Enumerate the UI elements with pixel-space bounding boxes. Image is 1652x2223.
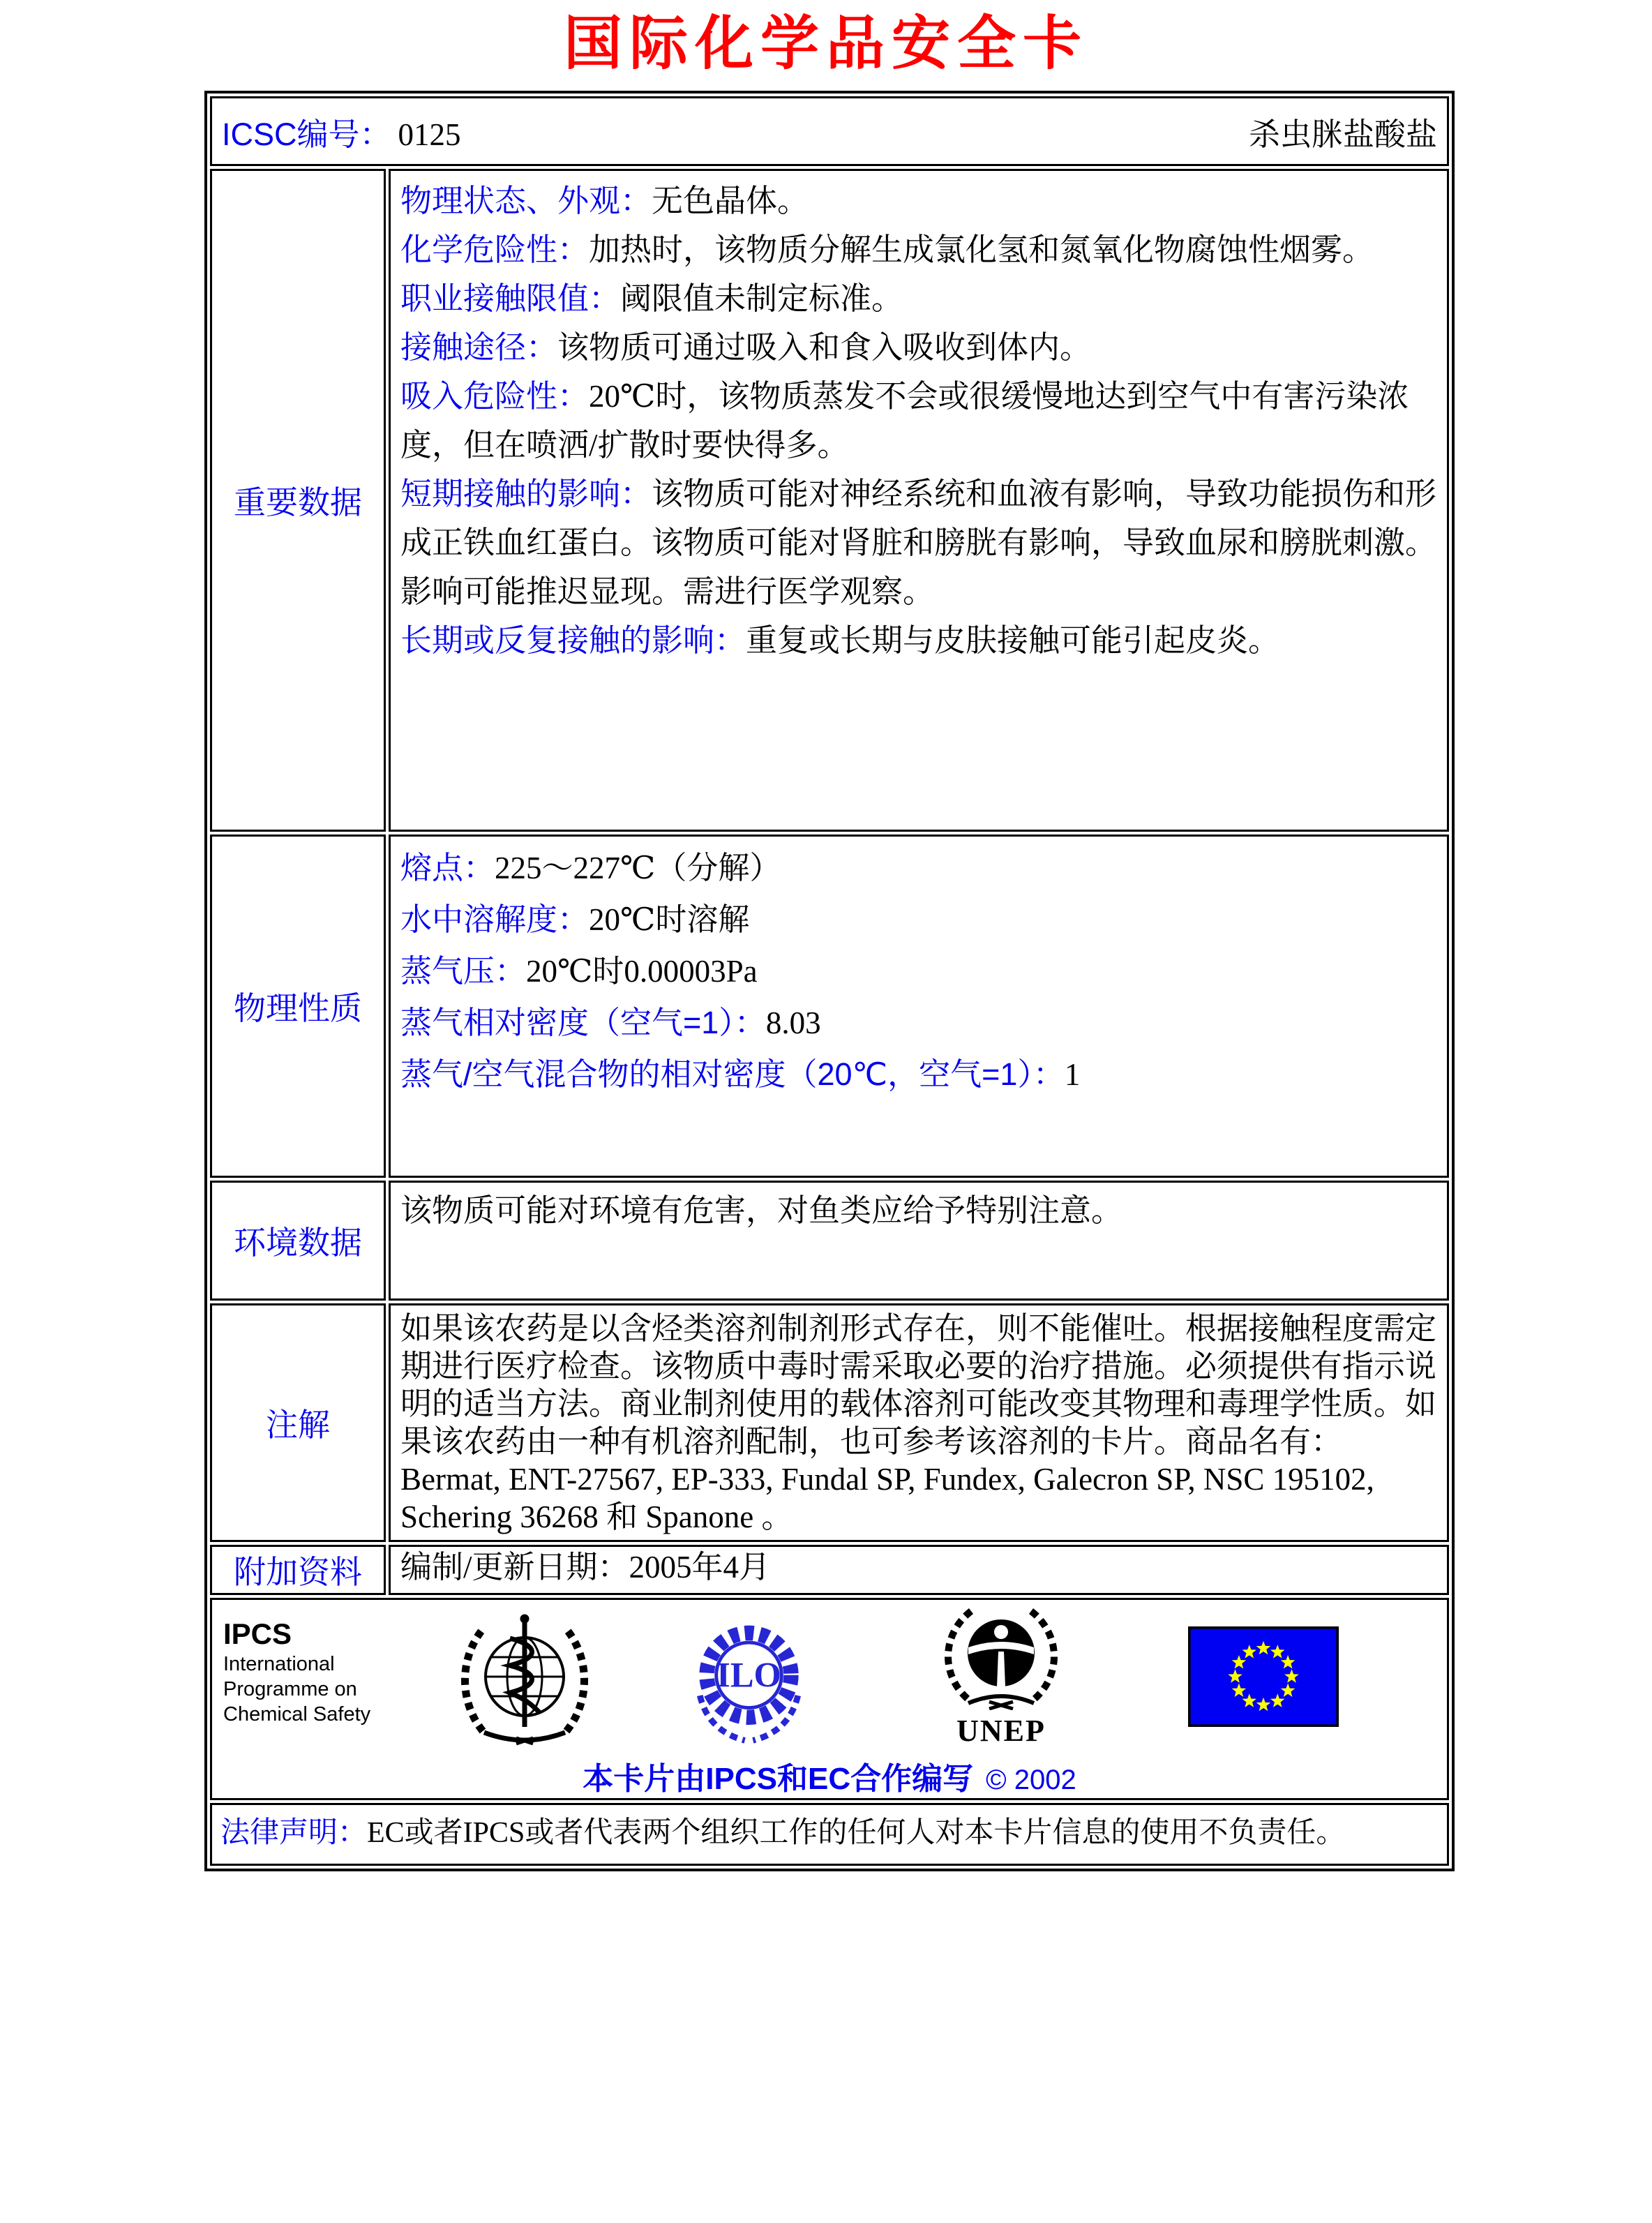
field-name: 短期接触的影响： <box>400 476 652 511</box>
field-value: 225～227℃（分解） <box>495 851 781 885</box>
section-label-environmental-data: 环境数据 <box>210 1181 386 1301</box>
section-content-environmental-data <box>389 1181 1449 1301</box>
notes-text: 如果该农药是以含烃类溶剂制剂形式存在，则不能催吐。根据接触程度需定期进行医疗检查。该物质中毒时需采取必要的治疗措施。必须提供有指示说明的适当方法。商业制剂使用的载体溶剂可能改变其物理和毒理学性质。如果该农药由一种有机溶剂配制，也可参考该溶剂的卡片。商品名有：Bermat, ENT-27567, EP-333, Fundal SP, Fundex, Galecron SP, NSC 195102, Schering 36268 和 Spanone 。 <box>400 1311 1437 1534</box>
field-paragraph <box>400 842 1437 894</box>
field-paragraph <box>400 1049 1437 1100</box>
section-content-notes <box>389 1303 1449 1542</box>
icsc-card-table <box>204 91 1455 1871</box>
field-name: 职业接触限值： <box>400 280 621 316</box>
copyright-text: © 2002 <box>986 1765 1076 1795</box>
caption-text: 本卡片由IPCS和EC合作编写 <box>583 1762 974 1796</box>
eu-flag-icon <box>1187 1626 1339 1727</box>
footer-logos-row <box>210 1598 1449 1800</box>
field-value: 该物质可能对神经系统和血液有影响，导致功能损伤和形成正铁血红蛋白。该物质可能对肾脏和膀胱有影响，导致血尿和膀胱刺激。影响可能推迟显现。需进行医学观察。 <box>400 477 1437 609</box>
field-value: 无色晶体。 <box>652 184 809 218</box>
icsc-number-label: ICSC编号： <box>222 116 391 152</box>
field-paragraph <box>400 894 1437 945</box>
field-value: 1 <box>1064 1057 1081 1092</box>
section-label-additional-info: 附加资料 <box>210 1545 386 1595</box>
icsc-document-page <box>0 11 1652 2223</box>
legal-paragraph <box>220 1812 1439 1853</box>
footer-cell <box>210 1598 1449 1800</box>
section-content-important-data <box>389 169 1449 832</box>
field-name: 蒸气相对密度（空气=1）： <box>400 1005 766 1040</box>
section-label-notes: 注解 <box>210 1303 386 1542</box>
ilo-logo-icon <box>681 1615 817 1751</box>
field-name: 接触途径： <box>400 329 558 365</box>
section-label-physical-properties: 物理性质 <box>210 834 386 1178</box>
ipcs-line: International <box>223 1653 335 1675</box>
field-paragraph <box>400 274 1437 323</box>
field-value: 8.03 <box>765 1005 821 1040</box>
field-name: 化学危险性： <box>400 232 590 267</box>
field-name: 蒸气/空气混合物的相对密度（20℃，空气=1）： <box>400 1056 1065 1092</box>
legal-row <box>210 1803 1449 1866</box>
notes-row <box>210 1303 1449 1542</box>
field-name: 蒸气压： <box>400 953 527 989</box>
unep-logo-icon <box>928 1606 1074 1710</box>
chemical-name: 杀虫脒盐酸盐 <box>1248 117 1437 152</box>
field-paragraph <box>400 225 1437 274</box>
additional-info-text: 编制/更新日期：2005年4月 <box>400 1550 771 1585</box>
field-name: 吸入危险性： <box>400 378 590 414</box>
field-paragraph <box>400 945 1437 997</box>
field-paragraph <box>400 997 1437 1049</box>
environment-text: 该物质可能对环境有危害，对鱼类应给予特别注意。 <box>400 1193 1123 1228</box>
icsc-number-value: 0125 <box>398 117 461 152</box>
field-value: 20℃时0.00003Pa <box>526 954 758 989</box>
section-label-important-data: 重要数据 <box>210 169 386 832</box>
field-paragraph <box>400 470 1437 616</box>
field-paragraph <box>400 616 1437 665</box>
important-data-row <box>210 169 1449 832</box>
field-value: 重复或长期与皮肤接触可能引起皮炎。 <box>746 623 1280 658</box>
additional-info-row <box>210 1545 1449 1595</box>
ipcs-line: Programme on <box>223 1678 357 1700</box>
unep-logo <box>928 1606 1074 1747</box>
legal-cell <box>210 1803 1449 1866</box>
environmental-data-row <box>210 1181 1449 1301</box>
header-cell <box>210 96 1449 166</box>
header-row <box>210 96 1449 166</box>
legal-label: 法律声明： <box>220 1816 368 1848</box>
unep-label: UNEP <box>956 1714 1046 1748</box>
ipcs-text-block <box>223 1617 370 1727</box>
icsc-number-group <box>222 109 461 154</box>
field-paragraph <box>400 372 1437 470</box>
ipcs-line: Chemical Safety <box>223 1703 371 1726</box>
field-name: 熔点： <box>400 850 495 885</box>
footer-caption <box>212 1753 1447 1798</box>
field-value: 阈限值未制定标准。 <box>620 281 903 316</box>
section-content-additional-info <box>389 1545 1449 1595</box>
page-title: 国际化学品安全卡 <box>563 12 1088 77</box>
who-logo-icon <box>455 1607 594 1753</box>
section-content-physical-properties <box>389 834 1449 1178</box>
field-value: 该物质可通过吸入和食入吸收到体内。 <box>557 330 1092 365</box>
field-name: 水中溶解度： <box>400 901 590 937</box>
ipcs-title: IPCS <box>223 1617 292 1650</box>
field-paragraph <box>400 177 1437 225</box>
legal-text: EC或者IPCS或者代表两个组织工作的任何人对本卡片信息的使用不负责任。 <box>367 1817 1346 1849</box>
field-value: 加热时，该物质分解生成氯化氢和氮氧化物腐蚀性烟雾。 <box>589 232 1374 267</box>
ilo-letters: ILO <box>716 1655 781 1695</box>
field-value: 20℃时溶解 <box>589 902 750 937</box>
field-value: 20℃时，该物质蒸发不会或很缓慢地达到空气中有害污染浓度，但在喷洒/扩散时要快得多。 <box>400 379 1409 463</box>
field-name: 物理状态、外观： <box>400 183 652 218</box>
field-paragraph <box>400 323 1437 372</box>
field-name: 长期或反复接触的影响： <box>400 622 746 658</box>
physical-properties-row <box>210 834 1449 1178</box>
